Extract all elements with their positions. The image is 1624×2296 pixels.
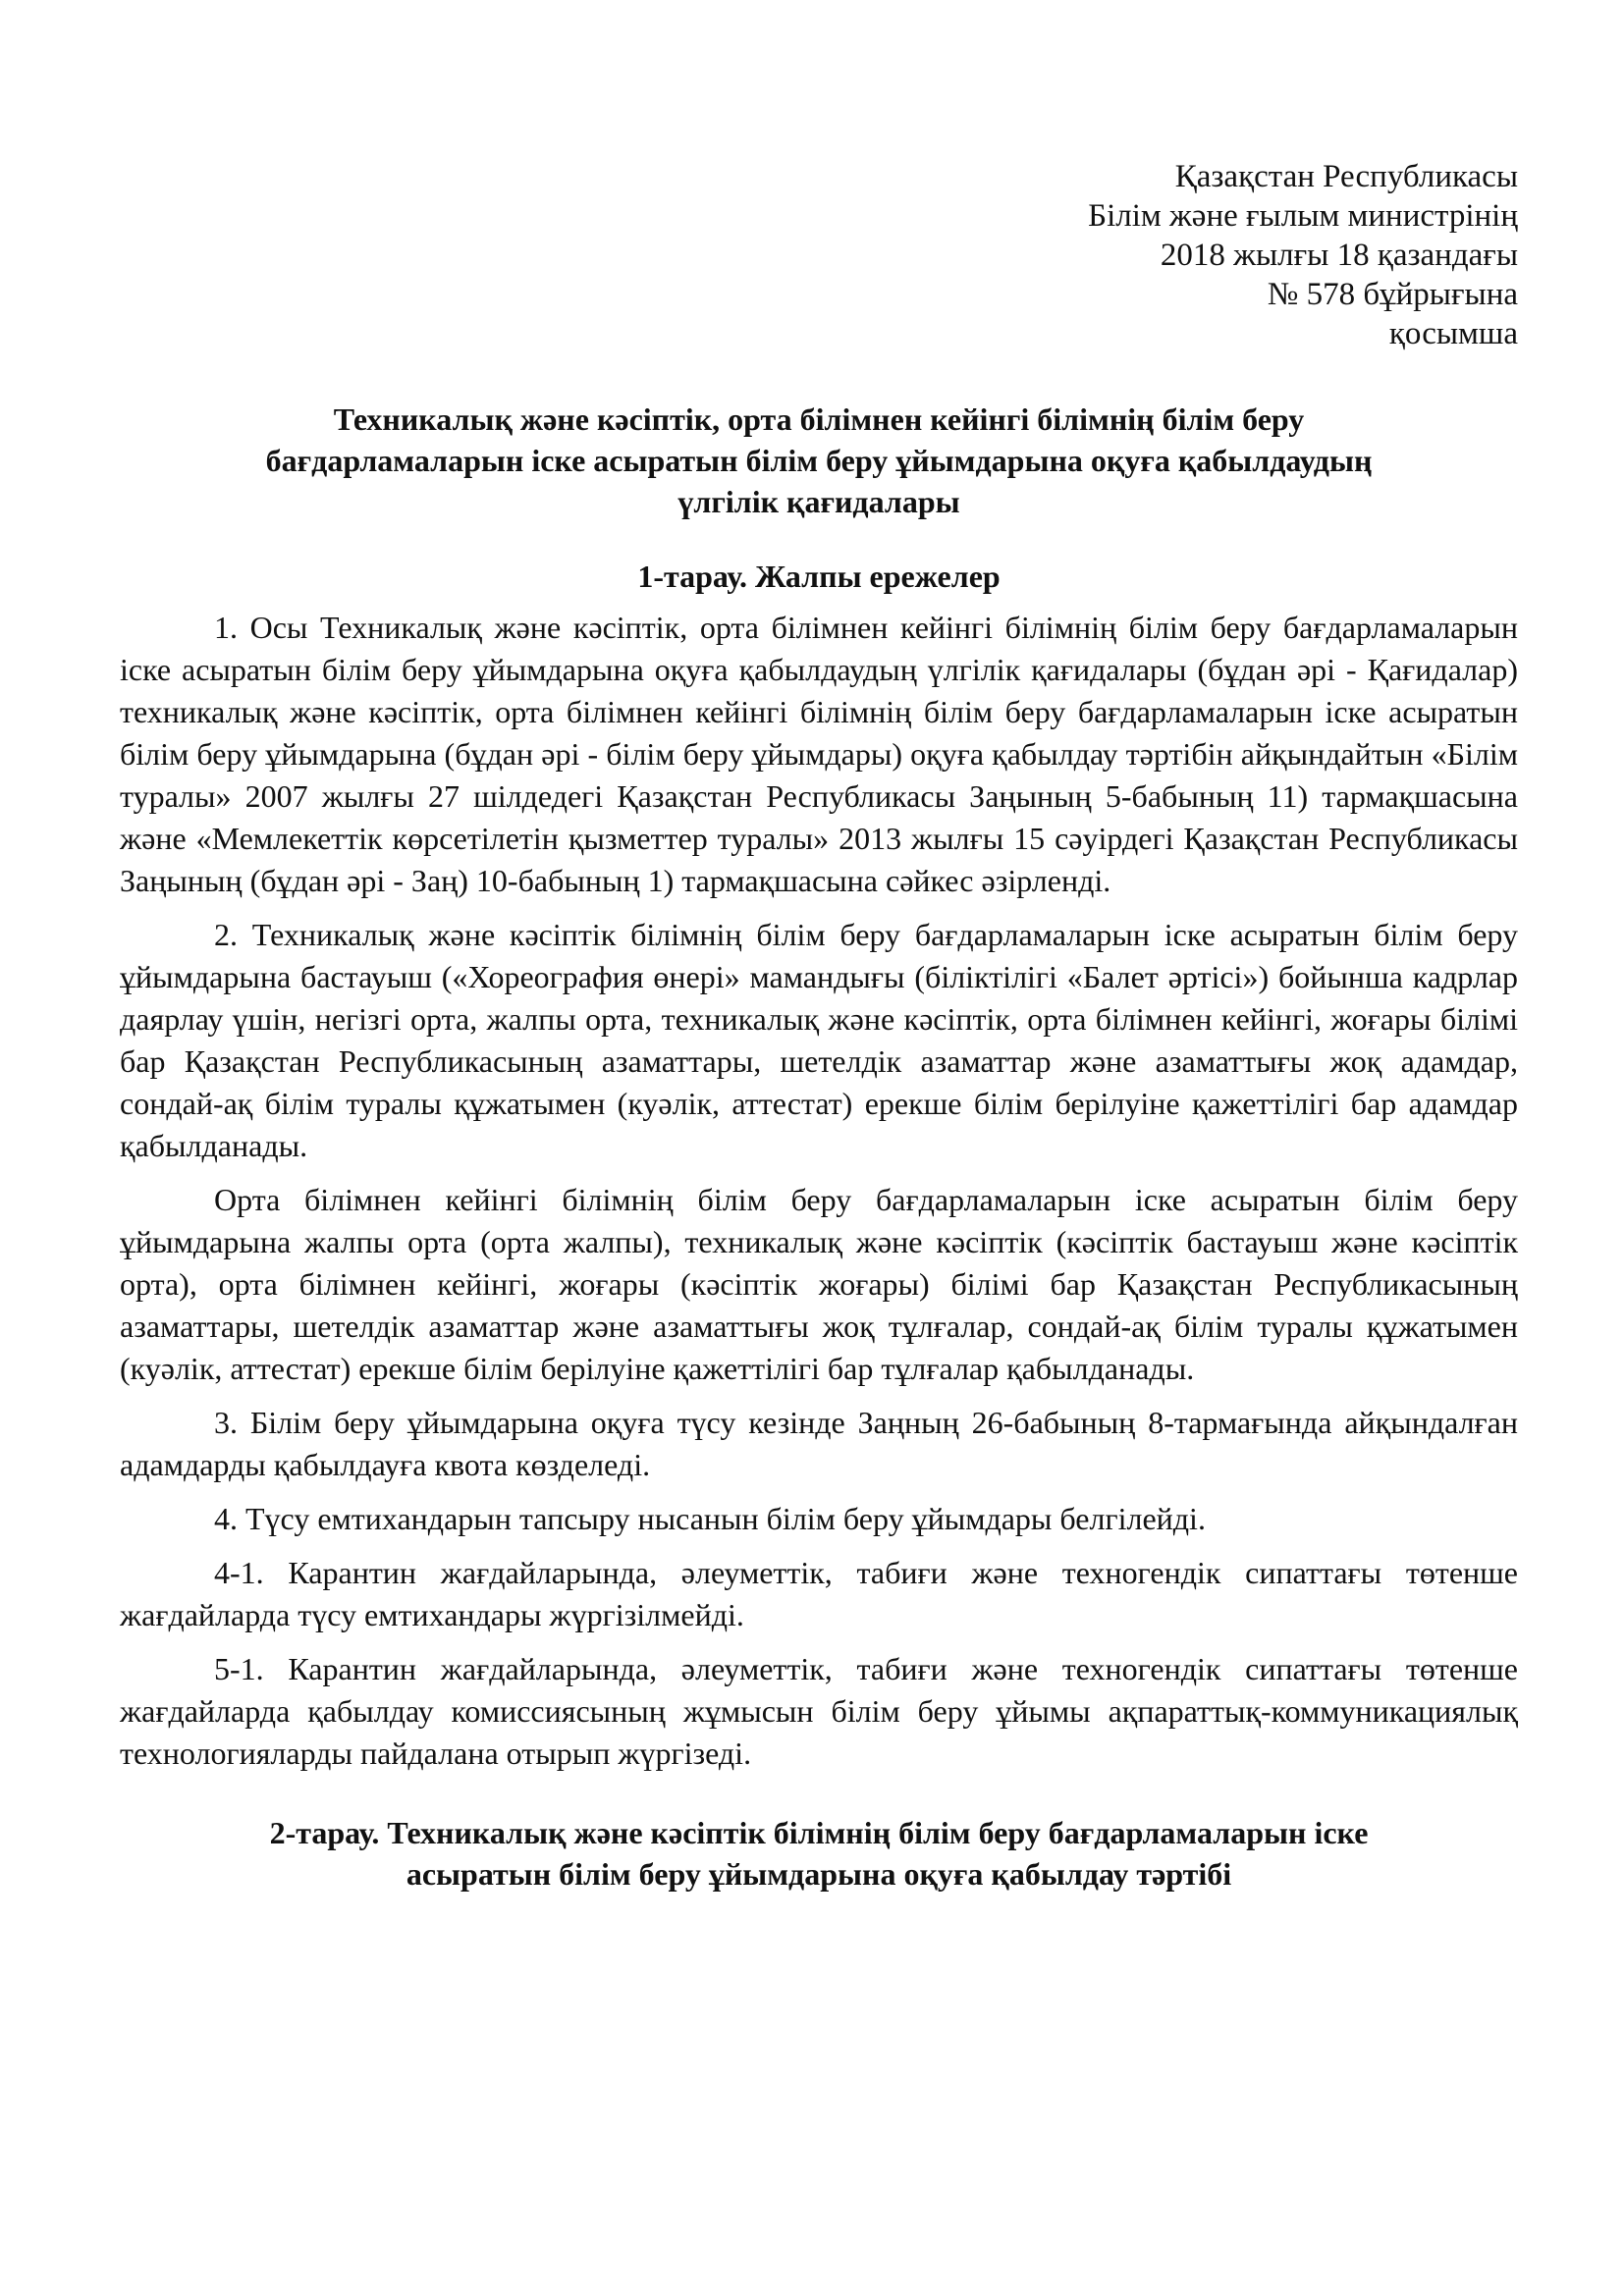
paragraph-5-1: 5-1. Карантин жағдайларында, әлеуметтік, табиғи және техногендік сипаттағы төтенше жағдайларда қабылдау комиссиясының жұмысын білім беру ұйымы ақпараттық-коммуникациялық технологияларды пайдалана отырып жүргізеді. xyxy=(120,1651,1518,1771)
title-line: бағдарламаларын іске асыратын білім беру ұйымдарына оқуға қабылдаудың xyxy=(265,443,1373,478)
paragraph-4-1: 4-1. Карантин жағдайларында, әлеуметтік, табиғи және техногендік сипаттағы төтенше жағдайларда түсу емтихандары жүргізілмейді. xyxy=(120,1555,1518,1632)
title-line: Техникалық және кәсіптік, орта білімнен кейінгі білімнің білім беру xyxy=(333,401,1305,437)
appendix-reference xyxy=(120,157,1518,353)
chapter-1-heading: 1-тарау. Жалпы ережелер xyxy=(637,559,1001,594)
appendix-line: қосымша xyxy=(1388,316,1518,351)
paragraph-1: 1. Осы Техникалық және кәсіптік, орта білімнен кейінгі білімнің білім беру бағдарламаларын іске асыратын білім беру ұйымдарына оқуға қабылдаудың үлгілік қағидалары (бұдан әрі - Қағидалар) техникалық және кәсіптік, орта білімнен кейінгі білімнің білім беру бағдарламаларын іске асыратын білім беру ұйымдарына (бұдан әрі - білім беру ұйымдары) оқуға қабылдау тәртібін айқындайтын «Білім туралы» 2007 жылғы 27 шілдедегі Қазақстан Республикасы Заңының 5-бабының 11) тармақшасына және «Мемлекеттік көрсетілетін қызметтер туралы» 2013 жылғы 15 сәуірдегі Қазақстан Республикасы Заңының (бұдан әрі - Заң) 10-бабының 1) тармақшасына сәйкес әзірленді. xyxy=(120,610,1518,898)
appendix-line: 2018 жылғы 18 қазандағы xyxy=(1160,238,1518,273)
paragraph-3: 3. Білім беру ұйымдарына оқуға түсу кезінде Заңның 26-бабының 8-тармағында айқындалған адамдарды қабылдауға квота көзделеді. xyxy=(120,1405,1518,1482)
chapter-2-heading-line: 2-тарау. Техникалық және кәсіптік білімнің білім беру бағдарламаларын іске xyxy=(269,1815,1369,1850)
title-line: үлгілік қағидалары xyxy=(677,484,960,519)
chapter-2-heading xyxy=(120,1812,1518,1895)
appendix-line: № 578 бұйрығына xyxy=(1267,277,1518,312)
document-title xyxy=(120,399,1518,522)
paragraph-2: 2. Техникалық және кәсіптік білімнің білім беру бағдарламаларын іске асыратын білім беру ұйымдарына бастауыш («Хореография өнері» мамандығы (біліктілігі «Балет әртісі») бойынша кадрлар даярлау үшін, негізгі орта, жалпы орта, техникалық және кәсіптік, орта білімнен кейінгі, жоғары білімі бар Қазақстан Республикасының азаматтары, шетелдік азаматтар және азаматтығы жоқ адамдар, сондай-ақ білім туралы құжатымен (куәлік, аттестат) ерекше білім берілуіне қажеттілігі бар адамдар қабылданады. xyxy=(120,917,1518,1163)
appendix-line: Қазақстан Республикасы xyxy=(1174,159,1518,194)
paragraph-2-continued: Орта білімнен кейінгі білімнің білім беру бағдарламаларын іске асыратын білім беру ұйымдарына жалпы орта (орта жалпы), техникалық және кәсіптік (кәсіптік бастауыш және кәсіптік орта), орта білімнен кейінгі, жоғары (кәсіптік жоғары) білімі бар Қазақстан Республикасының азаматтары, шетелдік азаматтар және азаматтығы жоқ тұлғалар, сондай-ақ білім туралы құжатымен (куәлік, аттестат) ерекше білім берілуіне қажеттілігі бар тұлғалар қабылданады. xyxy=(120,1182,1518,1386)
appendix-line: Білім және ғылым министрінің xyxy=(1088,198,1518,234)
chapter-2-heading-line: асыратын білім беру ұйымдарына оқуға қабылдау тәртібі xyxy=(406,1856,1232,1892)
document-page xyxy=(120,157,1518,1904)
paragraph-4: 4. Түсу емтихандарын тапсыру нысанын білім беру ұйымдары белгілейді. xyxy=(214,1501,1206,1536)
